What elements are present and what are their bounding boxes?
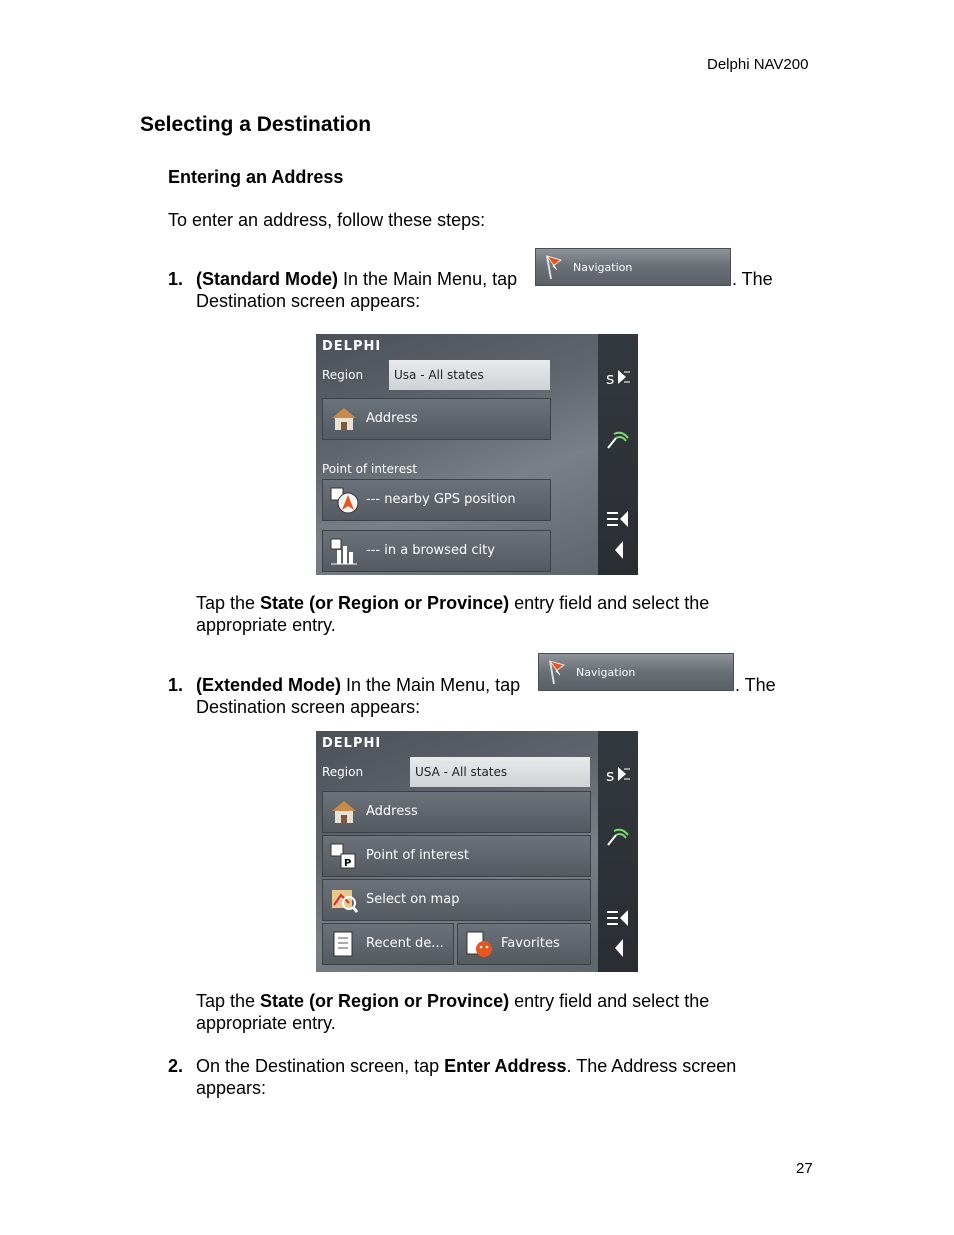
navigation-button-image	[538, 653, 734, 691]
mode-label: (Extended Mode)	[196, 675, 342, 695]
intro-text: To enter an address, follow these steps:	[168, 210, 486, 230]
destination-screen-extended	[316, 731, 638, 972]
nearby-gps-button: --- nearby GPS position	[322, 479, 551, 521]
region-field: USA - All states	[410, 757, 590, 787]
house-icon	[329, 797, 359, 827]
map-search-icon	[329, 885, 359, 915]
signal-icon	[604, 761, 632, 787]
list-icon	[329, 929, 359, 959]
delphi-logo: DELPHI	[322, 736, 382, 751]
poi-icon	[329, 841, 359, 871]
flag-icon	[546, 659, 568, 685]
navigation-label: Navigation	[576, 666, 636, 679]
mode-label: (Standard Mode)	[196, 269, 338, 289]
gps-poi-icon	[329, 485, 359, 515]
tap-instruction: Tap the State (or Region or Province) entry field and select the	[196, 593, 710, 613]
svg-text:s: s	[606, 369, 615, 388]
step-text-line2: appears:	[196, 1078, 267, 1098]
menu-icon	[604, 905, 632, 931]
address-button: Address	[322, 791, 591, 833]
section-heading: Selecting a Destination	[140, 113, 372, 136]
step-text-after: . The	[735, 675, 776, 695]
subsection-heading: Entering an Address	[168, 167, 344, 187]
region-field: Usa - All states	[389, 360, 550, 390]
step-text: (Standard Mode) In the Main Menu, tap	[196, 269, 518, 289]
step-text: On the Destination screen, tap Enter Address. The Address screen	[196, 1056, 737, 1076]
destination-screen-standard	[316, 334, 638, 575]
navigation-button-image	[535, 248, 731, 286]
side-toolbar	[598, 731, 638, 972]
page-number: 27	[796, 1160, 813, 1177]
browsed-city-button: --- in a browsed city	[322, 530, 551, 572]
back-arrow-icon	[604, 537, 632, 563]
house-icon	[329, 404, 359, 434]
svg-text:s: s	[606, 766, 615, 785]
favorites-icon	[464, 929, 494, 959]
poi-section-label: Point of interest	[322, 462, 418, 476]
region-label: Region	[322, 765, 364, 779]
signal-icon	[604, 364, 632, 390]
step-text-line2: Destination screen appears:	[196, 291, 421, 311]
step-number: 1.	[168, 269, 184, 289]
poi-button: P Point of interest	[322, 835, 591, 877]
step-text: (Extended Mode) In the Main Menu, tap	[196, 675, 521, 695]
step-text-line2: Destination screen appears:	[196, 697, 421, 717]
city-icon	[329, 536, 359, 566]
step-text-after: . The	[732, 269, 773, 289]
tap-instruction-line2: appropriate entry.	[196, 1013, 336, 1033]
tap-instruction-line2: appropriate entry.	[196, 615, 336, 635]
recent-destinations-button: Recent de...	[322, 923, 454, 965]
document-title: Delphi NAV200	[707, 56, 809, 73]
address-button: Address	[322, 398, 551, 440]
favorites-button: Favorites	[457, 923, 591, 965]
side-toolbar	[598, 334, 638, 575]
delphi-logo: DELPHI	[322, 339, 382, 354]
select-on-map-button: Select on map	[322, 879, 591, 921]
tap-instruction: Tap the State (or Region or Province) entry field and select the	[196, 991, 710, 1011]
flag-icon	[543, 254, 565, 280]
back-arrow-icon	[604, 935, 632, 961]
step-number: 2.	[168, 1056, 184, 1076]
satellite-icon	[604, 823, 632, 849]
step-number: 1.	[168, 675, 184, 695]
region-label: Region	[322, 368, 364, 382]
satellite-icon	[604, 426, 632, 452]
menu-icon	[604, 506, 632, 532]
navigation-label: Navigation	[573, 261, 633, 274]
svg-text:P: P	[344, 858, 352, 869]
